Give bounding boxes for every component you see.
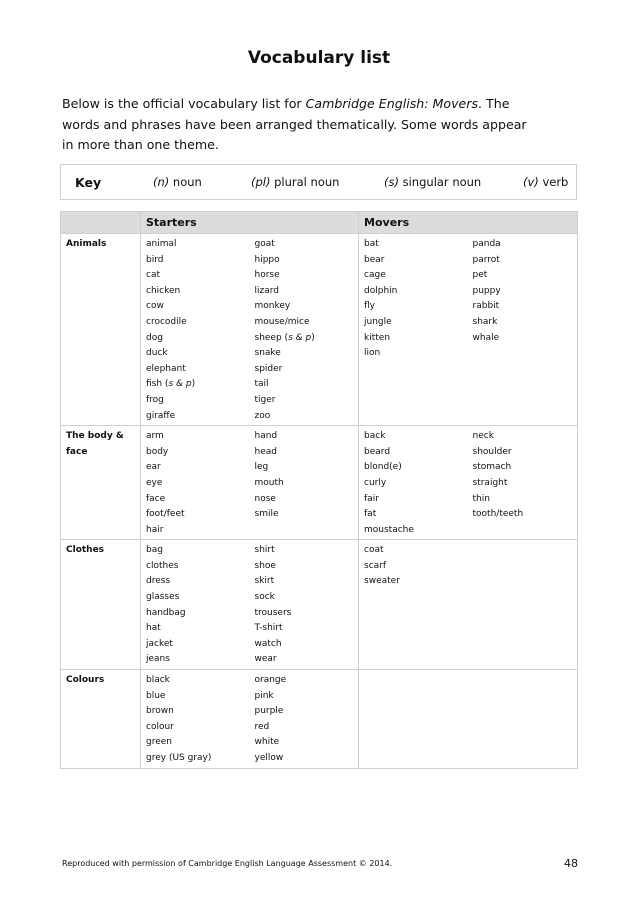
vocab-word: ear <box>146 462 161 473</box>
vocab-word: shark <box>472 316 498 327</box>
vocab-word: fair <box>364 493 379 504</box>
vocab-word: duck <box>146 348 168 359</box>
vocab-word: monkey <box>254 301 291 312</box>
word-list-movers-col1 <box>359 670 468 769</box>
vocab-word: handbag <box>146 607 186 618</box>
key-label: Key <box>75 175 102 190</box>
vocab-word: purple <box>254 706 284 717</box>
vocab-word: cat <box>146 270 160 281</box>
word-list-starters-col1 <box>141 234 250 426</box>
vocab-word: yellow <box>254 753 284 763</box>
vocab-word: brown <box>146 706 174 717</box>
key-item-plural-noun: (pl) plural noun <box>251 175 340 189</box>
key-box <box>60 164 577 200</box>
vocab-word: shoulder <box>472 446 512 457</box>
vocab-word: shirt <box>254 545 275 556</box>
vocab-word: bat <box>364 239 379 249</box>
vocab-word: tail <box>254 379 269 390</box>
header-movers: Movers <box>359 212 578 234</box>
vocab-word: tooth/teeth <box>472 509 524 520</box>
theme-label: Clothes <box>61 540 141 670</box>
word-list-starters-col2 <box>250 540 359 670</box>
vocab-word: blue <box>146 690 166 701</box>
word-list-movers-col1 <box>359 540 468 670</box>
vocab-word: fat <box>364 509 377 520</box>
intro-text-end: . The words and phrases have been arranged thematically. Some words appear in more than one theme. <box>62 96 527 152</box>
vocab-word: bird <box>146 254 164 265</box>
vocab-word: head <box>254 446 277 457</box>
word-list-starters-col1 <box>141 540 250 670</box>
vocab-word: cow <box>146 301 164 312</box>
theme-label: Animals <box>61 234 141 426</box>
vocab-word: blond(e) <box>364 462 402 473</box>
table-row <box>61 540 578 670</box>
theme-label: The body & face <box>61 426 141 540</box>
intro-exam-name: Cambridge English: Movers <box>305 96 479 111</box>
vocab-word: goat <box>254 239 275 249</box>
vocab-word: bag <box>146 545 163 556</box>
vocab-word: animal <box>146 239 177 249</box>
vocab-word: crocodile <box>146 316 187 327</box>
vocab-word: skirt <box>254 576 275 587</box>
vocab-word: watch <box>254 638 282 649</box>
vocab-word: hair <box>146 524 164 535</box>
vocab-word: snake <box>254 348 281 359</box>
table-row <box>61 426 578 540</box>
vocab-word: mouse/mice <box>254 316 310 327</box>
word-list-movers-col2 <box>468 540 578 670</box>
vocab-word: fish (s & p) <box>146 379 196 390</box>
table-row <box>61 670 578 769</box>
vocab-word: sheep (s & p) <box>254 332 315 343</box>
word-list-movers-col1 <box>359 234 468 426</box>
vocab-word: clothes <box>146 560 179 571</box>
vocab-word: arm <box>146 431 164 442</box>
vocab-word: back <box>364 431 386 442</box>
vocab-word: neck <box>472 431 494 442</box>
key-item-singular-noun: (s) singular noun <box>384 175 482 189</box>
vocab-word: dress <box>146 576 171 587</box>
vocab-word: foot/feet <box>146 509 185 520</box>
word-list-starters-col2 <box>250 426 359 540</box>
vocab-word: hat <box>146 623 161 634</box>
vocab-word: chicken <box>146 285 181 296</box>
vocab-word: shoe <box>254 560 276 571</box>
vocab-word: trousers <box>254 607 292 618</box>
vocab-word: elephant <box>146 363 186 374</box>
vocab-word: colour <box>146 721 174 732</box>
footer-credit: Reproduced with permission of Cambridge English Language Assessment © 2014. <box>62 859 393 868</box>
vocab-word: green <box>146 737 172 748</box>
vocab-word: leg <box>254 462 269 473</box>
page-title: Vocabulary list <box>247 48 391 68</box>
table-body <box>61 234 578 769</box>
vocab-word: straight <box>472 477 508 488</box>
vocab-word: jungle <box>364 316 392 327</box>
vocab-word: rabbit <box>472 301 500 312</box>
vocab-word: panda <box>472 239 501 249</box>
vocab-word: sock <box>254 592 275 603</box>
vocab-word: mouth <box>254 477 284 488</box>
word-list-starters-col2 <box>250 670 359 769</box>
vocab-word: thin <box>472 493 490 504</box>
vocab-word: frog <box>146 394 164 405</box>
vocab-word: T-shirt <box>254 623 283 634</box>
vocab-word: eye <box>146 477 163 488</box>
word-list-movers-col2 <box>468 670 578 769</box>
vocab-word: kitten <box>364 332 391 343</box>
word-list-movers-col1 <box>359 426 468 540</box>
vocab-word: stomach <box>472 462 512 473</box>
vocab-word: fly <box>364 301 376 312</box>
vocab-word: body <box>146 446 169 457</box>
vocab-word: nose <box>254 493 276 504</box>
vocab-word: cage <box>364 270 386 281</box>
vocab-word: curly <box>364 477 387 488</box>
vocab-word: bear <box>364 254 385 265</box>
vocab-word: smile <box>254 509 279 520</box>
vocab-word: moustache <box>364 524 414 535</box>
key-item-verb: (v) verb <box>523 175 569 189</box>
vocab-word: hand <box>254 431 278 442</box>
vocab-word: sweater <box>364 576 400 587</box>
word-list-starters-col2 <box>250 234 359 426</box>
vocab-word: pink <box>254 690 274 701</box>
theme-label: Colours <box>61 670 141 769</box>
vocab-word: dog <box>146 332 163 343</box>
vocab-word: lizard <box>254 285 279 296</box>
vocab-word: dolphin <box>364 285 398 296</box>
vocab-word: parrot <box>472 254 500 265</box>
word-list-starters-col1 <box>141 426 250 540</box>
word-list-movers-col2 <box>468 234 578 426</box>
vocabulary-table <box>60 211 578 769</box>
vocab-word: grey (US gray) <box>146 753 212 763</box>
vocab-word: jeans <box>146 654 170 665</box>
vocab-word: beard <box>364 446 391 457</box>
vocab-word: jacket <box>146 638 173 649</box>
vocab-word: wear <box>254 654 277 665</box>
key-item-noun: (n) noun <box>153 175 202 189</box>
vocab-word: pet <box>472 270 488 281</box>
vocab-word: scarf <box>364 560 387 571</box>
vocab-word: lion <box>364 348 381 359</box>
header-starters: Starters <box>141 212 359 234</box>
vocab-word: red <box>254 721 270 732</box>
vocab-word: orange <box>254 675 287 686</box>
vocab-word: puppy <box>472 285 501 296</box>
vocab-word: zoo <box>254 410 271 421</box>
word-list-starters-col1 <box>141 670 250 769</box>
vocab-word: giraffe <box>146 410 176 421</box>
word-list-movers-col2 <box>468 426 578 540</box>
vocab-word: horse <box>254 270 280 281</box>
table-header-row <box>61 212 578 234</box>
page-number: 48 <box>564 857 578 870</box>
vocab-word: hippo <box>254 254 280 265</box>
vocab-word: whale <box>472 332 500 343</box>
vocab-word: face <box>146 493 166 504</box>
vocab-word: glasses <box>146 592 180 603</box>
table-row <box>61 234 578 426</box>
vocab-word: coat <box>364 545 384 556</box>
vocab-word: tiger <box>254 394 276 405</box>
intro-text-start: Below is the official vocabulary list for <box>62 96 306 111</box>
intro-paragraph <box>62 94 532 156</box>
vocab-word: white <box>254 737 280 748</box>
header-theme <box>61 212 141 234</box>
vocab-word: spider <box>254 363 283 374</box>
vocab-word: black <box>146 675 170 686</box>
